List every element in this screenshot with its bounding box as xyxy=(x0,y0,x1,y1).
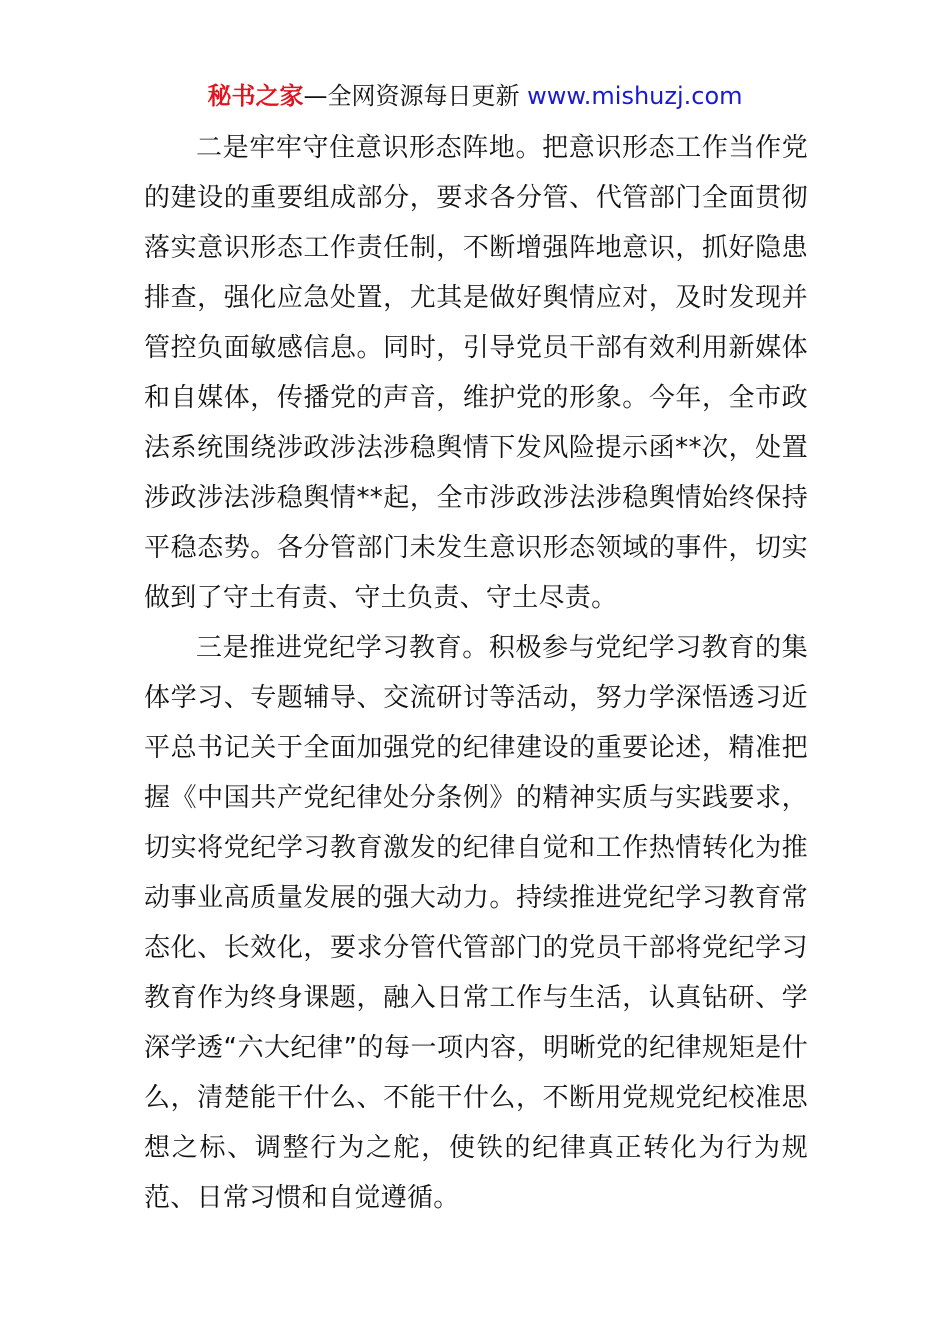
brand-name: 秘书之家 xyxy=(207,82,304,110)
document-body xyxy=(144,123,808,1223)
header-slogan: —全网资源每日更新 xyxy=(303,82,520,110)
site-url-link[interactable]: www.mishuzj.com xyxy=(527,82,743,110)
page-header xyxy=(0,80,950,112)
paragraph-ideology: 二是牢牢守住意识形态阵地。把意识形态工作当作党的建设的重要组成部分，要求各分管、代管部门全面贯彻落实意识形态工作责任制，不断增强阵地意识，抓好隐患排查，强化应急处置，尤其是做好舆情应对，及时发现并管控负面敏感信息。同时，引导党员干部有效利用新媒体和自媒体，传播党的声音，维护党的形象。今年，全市政法系统围绕涉政涉法涉稳舆情下发风险提示函**次，处置涉政涉法涉稳舆情**起，全市涉政涉法涉稳舆情始终保持平稳态势。各分管部门未发生意识形态领域的事件，切实做到了守土有责、守土负责、守土尽责。 xyxy=(144,133,808,613)
paragraph-discipline-education: 三是推进党纪学习教育。积极参与党纪学习教育的集体学习、专题辅导、交流研讨等活动，努力学深悟透习近平总书记关于全面加强党的纪律建设的重要论述，精准把握《中国共产党纪律处分条例》的精神实质与实践要求，切实将党纪学习教育激发的纪律自觉和工作热情转化为推动事业高质量发展的强大动力。持续推进党纪学习教育常态化、长效化，要求分管代管部门的党员干部将党纪学习教育作为终身课题，融入日常工作与生活，认真钻研、学深学透“六大纪律”的每一项内容，明晰党的纪律规矩是什么，清楚能干什么、不能干什么，不断用党规党纪校准思想之标、调整行为之舵，使铁的纪律真正转化为行为规范、日常习惯和自觉遵循。 xyxy=(144,633,808,1213)
